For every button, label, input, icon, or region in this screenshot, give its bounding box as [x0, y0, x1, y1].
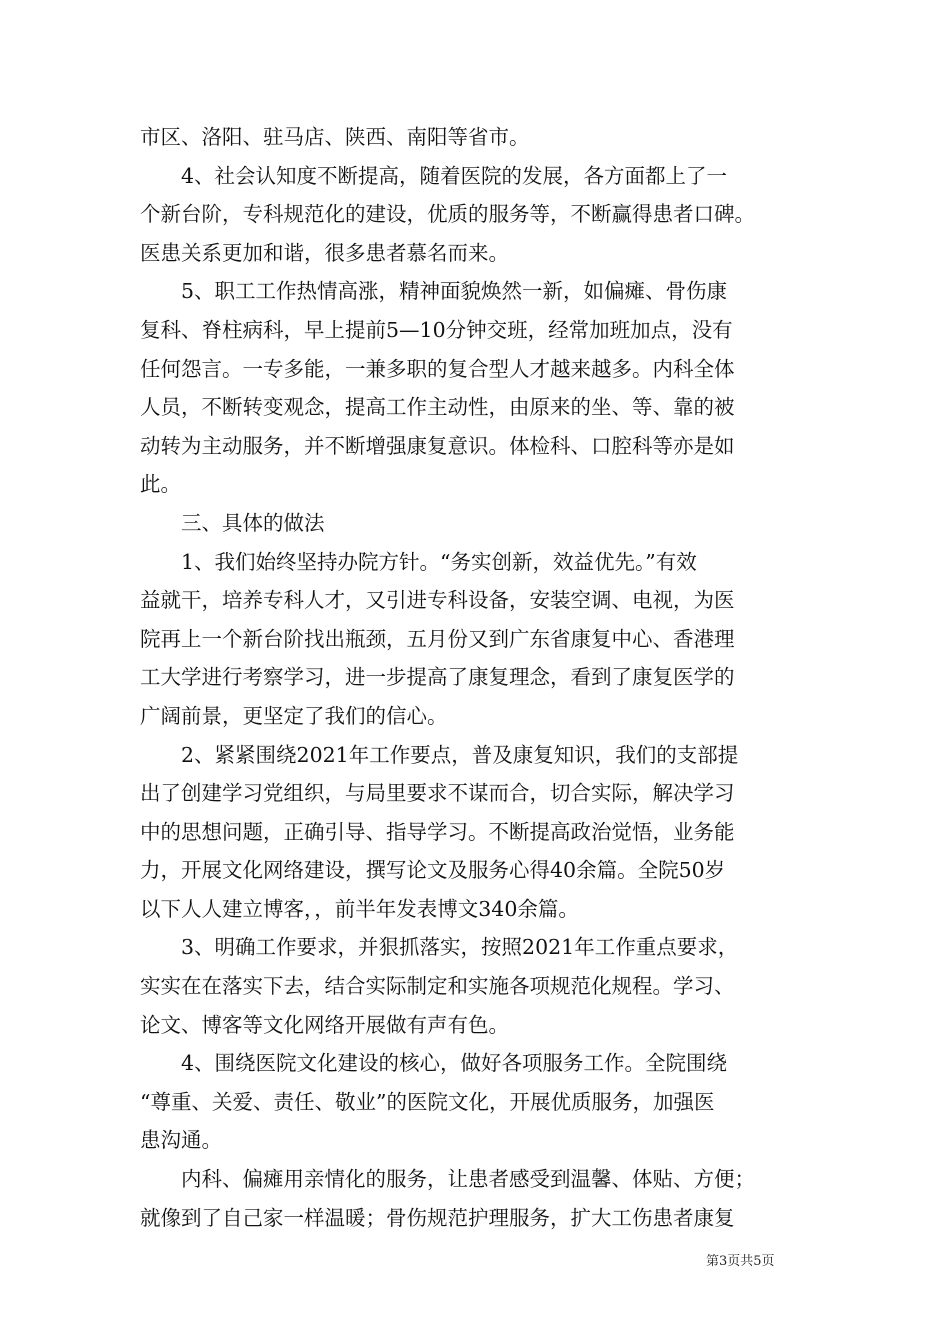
text-line: 中的思想问题，正确引导、指导学习。不断提高政治觉悟，业务能: [140, 819, 735, 844]
text-line: 出了创建学习党组织，与局里要求不谋而合，切合实际，解决学习: [140, 781, 735, 806]
text-line: 3、明确工作要求，并狠抓落实，按照2021年工作重点要求，: [140, 935, 739, 960]
text-line: 1、我们始终坚持办院方针。“务实创新，效益优先。”有效: [140, 549, 697, 574]
text-line: 市区、洛阳、驻马店、陕西、南阳等省市。: [140, 125, 530, 149]
text-line: 力，开展文化网络建设，撰写论文及服务心得40余篇。全院50岁: [140, 858, 726, 883]
section-heading: 三、具体的做法: [140, 510, 325, 535]
text-line: 2、紧紧围绕2021年工作要点，普及康复知识，我们的支部提: [140, 742, 739, 767]
text-line: 个新台阶，专科规范化的建设，优质的服务等，不断赢得患者口碑。: [140, 202, 755, 227]
text-line: 任何怨言。一专多能，一兼多职的复合型人才越来越多。内科全体: [140, 356, 735, 381]
text-line: 以下人人建立博客，，前半年发表博文340余篇。: [140, 896, 579, 921]
text-line: 院再上一个新台阶找出瓶颈，五月份又到广东省康复中心、香港理: [140, 626, 735, 651]
page-number: 第3页共5页: [706, 1254, 775, 1269]
text-line: 人员，不断转变观念，提高工作主动性，由原来的坐、等、靠的被: [140, 395, 735, 420]
text-line: 患沟通。: [140, 1128, 222, 1153]
text-line: 就像到了自己家一样温暖；骨伤规范护理服务，扩大工伤患者康复: [140, 1205, 735, 1230]
text-line: 医患关系更加和谐，很多患者慕名而来。: [140, 240, 509, 265]
text-line: 复科、脊柱病科，早上提前5—10分钟交班，经常加班加点，没有: [140, 317, 733, 342]
body-text: [140, 118, 812, 1237]
text-line: 内科、偏瘫用亲情化的服务，让患者感受到温馨、体贴、方便；: [140, 1167, 755, 1192]
text-line: 此。: [140, 472, 181, 497]
text-line: 实实在在落实下去，结合实际制定和实施各项规范化规程。学习、: [140, 974, 735, 999]
text-line: 4、社会认知度不断提高，随着医院的发展，各方面都上了一: [140, 163, 728, 188]
text-line: 益就干，培养专科人才，又引进专科设备，安装空调、电视，为医: [140, 588, 735, 613]
text-line: 工大学进行考察学习，进一步提高了康复理念，看到了康复医学的: [140, 665, 735, 690]
text-line: 论文、博客等文化网络开展做有声有色。: [140, 1012, 509, 1037]
text-line: “尊重、关爱、责任、敬业”的医院文化，开展优质服务，加强医: [140, 1089, 715, 1114]
text-line: 广阔前景，更坚定了我们的信心。: [140, 703, 448, 728]
text-line: 4、围绕医院文化建设的核心，做好各项服务工作。全院围绕: [140, 1051, 728, 1076]
text-line: 5、职工工作热情高涨，精神面貌焕然一新，如偏瘫、骨伤康: [140, 279, 728, 304]
text-line: 动转为主动服务，并不断增强康复意识。体检科、口腔科等亦是如: [140, 433, 735, 458]
